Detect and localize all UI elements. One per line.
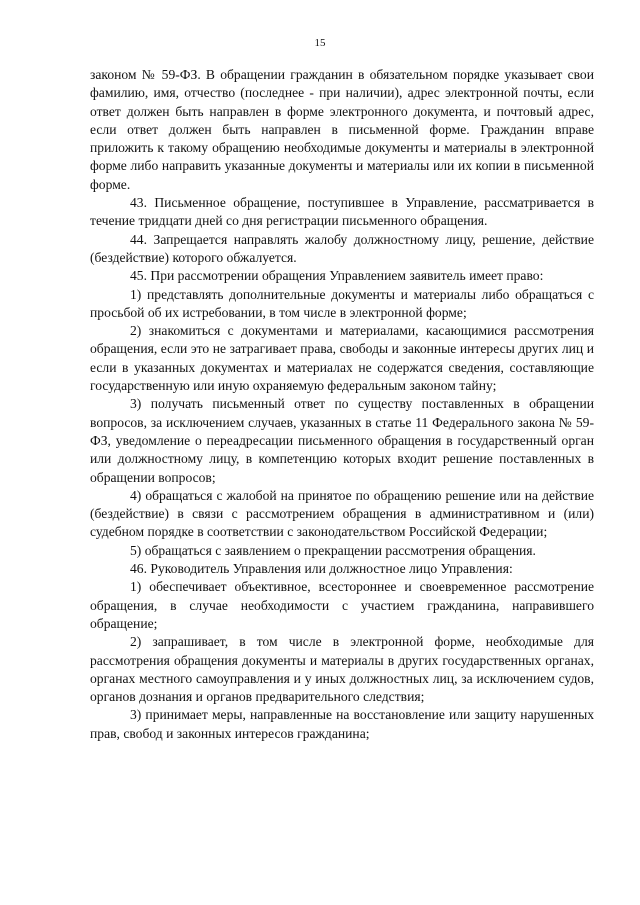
paragraph-43: 43. Письменное обращение, поступившее в Управление, рассматривается в течение тридцати дней со дня регистрации письменного обращения.	[90, 195, 594, 229]
document-body	[90, 66, 594, 743]
paragraph-46-item-2: 2) запрашивает, в том числе в электронной форме, необходимые для рассмотрения обращения документы и материалы в других государственных органах, органах местного самоуправления и у иных должностных лиц, за исключением судов, органов дознания и органов предварительного следствия;	[90, 634, 594, 705]
paragraph-46: 46. Руководитель Управления или должностное лицо Управления:	[130, 561, 513, 577]
paragraph-44: 44. Запрещается направлять жалобу должностному лицу, решение, действие (бездействие) которого обжалуется.	[90, 231, 594, 265]
page-number: 15	[314, 37, 326, 49]
paragraph-46-item-1: 1) обеспечивает объективное, всестороннее и своевременное рассмотрение обращения, в случае необходимости с участием гражданина, направившего обращение;	[90, 579, 594, 631]
paragraph-45-item-5: 5) обращаться с заявлением о прекращении рассмотрения обращения.	[130, 542, 536, 558]
paragraph-45-item-3: 3) получать письменный ответ по существу поставленных в обращении вопросов, за исключением случаев, указанных в статье 11 Федерального закона № 59-ФЗ, уведомление о переадресации письменного обращения в государственный орган или должностному лицу, в компетенцию которых входит решение поставленных в обращении вопросов;	[90, 396, 594, 485]
paragraph-45-item-1: 1) представлять дополнительные документы и материалы либо обращаться с просьбой об их истребовании, в том числе в электронной форме;	[90, 286, 594, 320]
paragraph-continuation: законом № 59-ФЗ. В обращении гражданин в обязательном порядке указывает свои фамилию, имя, отчество (последнее - при наличии), адрес электронной почты, если ответ должен быть направлен в форме электронного документа, и почтовый адрес, если ответ должен быть направлен в письменной форме. Гражданин вправе приложить к такому обращению необходимые документы и материалы в электронной форме либо направить указанные документы и материалы или их копии в письменной форме.	[90, 67, 594, 192]
paragraph-45-item-2: 2) знакомиться с документами и материалами, касающимися рассмотрения обращения, если это не затрагивает права, свободы и законные интересы других лиц и если в указанных документах и материалах не содержатся сведения, составляющие государственную или иную охраняемую федеральным законом тайну;	[90, 323, 594, 394]
paragraph-45: 45. При рассмотрении обращения Управлением заявитель имеет право:	[130, 268, 544, 284]
paragraph-45-item-4: 4) обращаться с жалобой на принятое по обращению решение или на действие (бездействие) в связи с рассмотрением обращения в административном и (или) судебном порядке в соответствии с законодательством Российской Федерации;	[90, 487, 594, 540]
paragraph-46-item-3: 3) принимает меры, направленные на восстановление или защиту нарушенных прав, свобод и законных интересов гражданина;	[90, 707, 594, 741]
